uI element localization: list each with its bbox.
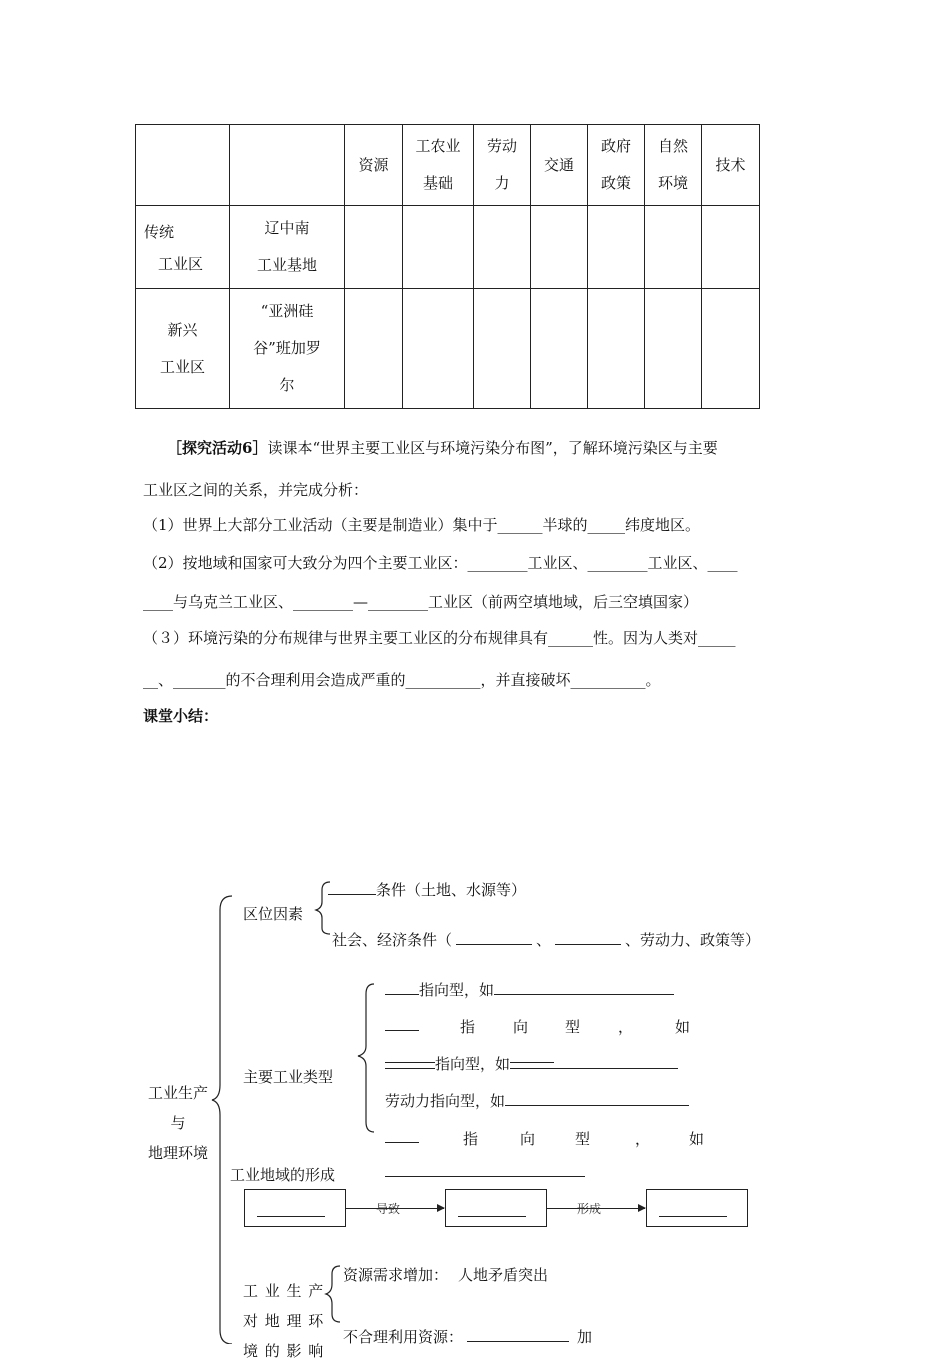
flow-box-3 (646, 1189, 748, 1227)
location-factors-label: 区位因素 (243, 905, 304, 923)
question-3-cont: __、_______的不合理利用会造成严重的__________，并直接破坏__________。 (143, 671, 661, 689)
impact-misuse: 不合理利用资源： 加 (343, 1328, 593, 1346)
industry-types-label: 主要工业类型 (243, 1068, 334, 1086)
summary-heading: 课堂小结： (143, 707, 219, 725)
row-traditional-label: 传统 工业区 (136, 206, 230, 289)
row-emerging-region: “亚洲硅 谷”班加罗 尔 (230, 289, 345, 409)
header-agri-industry: 工农业 基础 (403, 125, 474, 206)
type-5: 指 向 型 ， 如 (385, 1128, 705, 1147)
flow-arrow-2-label: 形成 (577, 1202, 602, 1216)
header-resource: 资源 (345, 125, 403, 206)
question-2: （2）按地域和国家可大致分为四个主要工业区：________工业区、________工业区、____ (143, 554, 738, 572)
type-5-blank (385, 1167, 585, 1177)
header-labor: 劳动 力 (474, 125, 531, 206)
summary-root: 工业生产 与 地理环境 (147, 1084, 208, 1162)
flow-box-1 (244, 1189, 346, 1227)
header-policy: 政府 政策 (588, 125, 645, 206)
region-formation-label: 工业地域的形成 (230, 1166, 336, 1184)
flow-box-2 (445, 1189, 547, 1227)
natural-condition: 条件（土地、水源等） (328, 879, 526, 900)
activity-heading: ［探究活动6］ (167, 439, 268, 457)
social-condition: 社会、经济条件（ 、 、劳动力、政策等） (332, 931, 761, 949)
impact-resource-demand: 资源需求增加： 人地矛盾突出 (343, 1266, 549, 1284)
type-4: 劳动力指向型，如 (385, 1090, 689, 1111)
header-transport: 交通 (531, 125, 588, 206)
activity-intro-cont: 工业区之间的关系，并完成分析： (143, 481, 369, 499)
question-3: （３）环境污染的分布规律与世界主要工业区的分布规律具有______性。因为人类对_____ (143, 629, 736, 647)
row-traditional-region: 辽中南 工业基地 (230, 206, 345, 289)
impact-label: 工 业 生 产 对 地 理 环 境 的 影 响 (243, 1282, 325, 1360)
flow-arrow-1-label: 导致 (376, 1202, 401, 1216)
question-1: （1）世界上大部分工业活动（主要是制造业）集中于______半球的_____纬度地区。 (143, 516, 701, 534)
row-emerging-label: 新兴 工业区 (136, 289, 230, 409)
question-2-cont: ____与乌克兰工业区、________—________工业区（前两空填地域，后三空填国家） (143, 593, 699, 611)
header-environment: 自然 环境 (645, 125, 702, 206)
type-1: 指向型，如 (385, 979, 674, 1000)
activity-intro: ［探究活动6］读课本“世界主要工业区与环境污染分布图”，了解环境污染区与主要 (167, 439, 718, 457)
type-2: 指 向 型 ， 如 (385, 1016, 691, 1035)
type-3: 指向型，如 (385, 1053, 678, 1074)
header-technology: 技术 (702, 125, 760, 206)
